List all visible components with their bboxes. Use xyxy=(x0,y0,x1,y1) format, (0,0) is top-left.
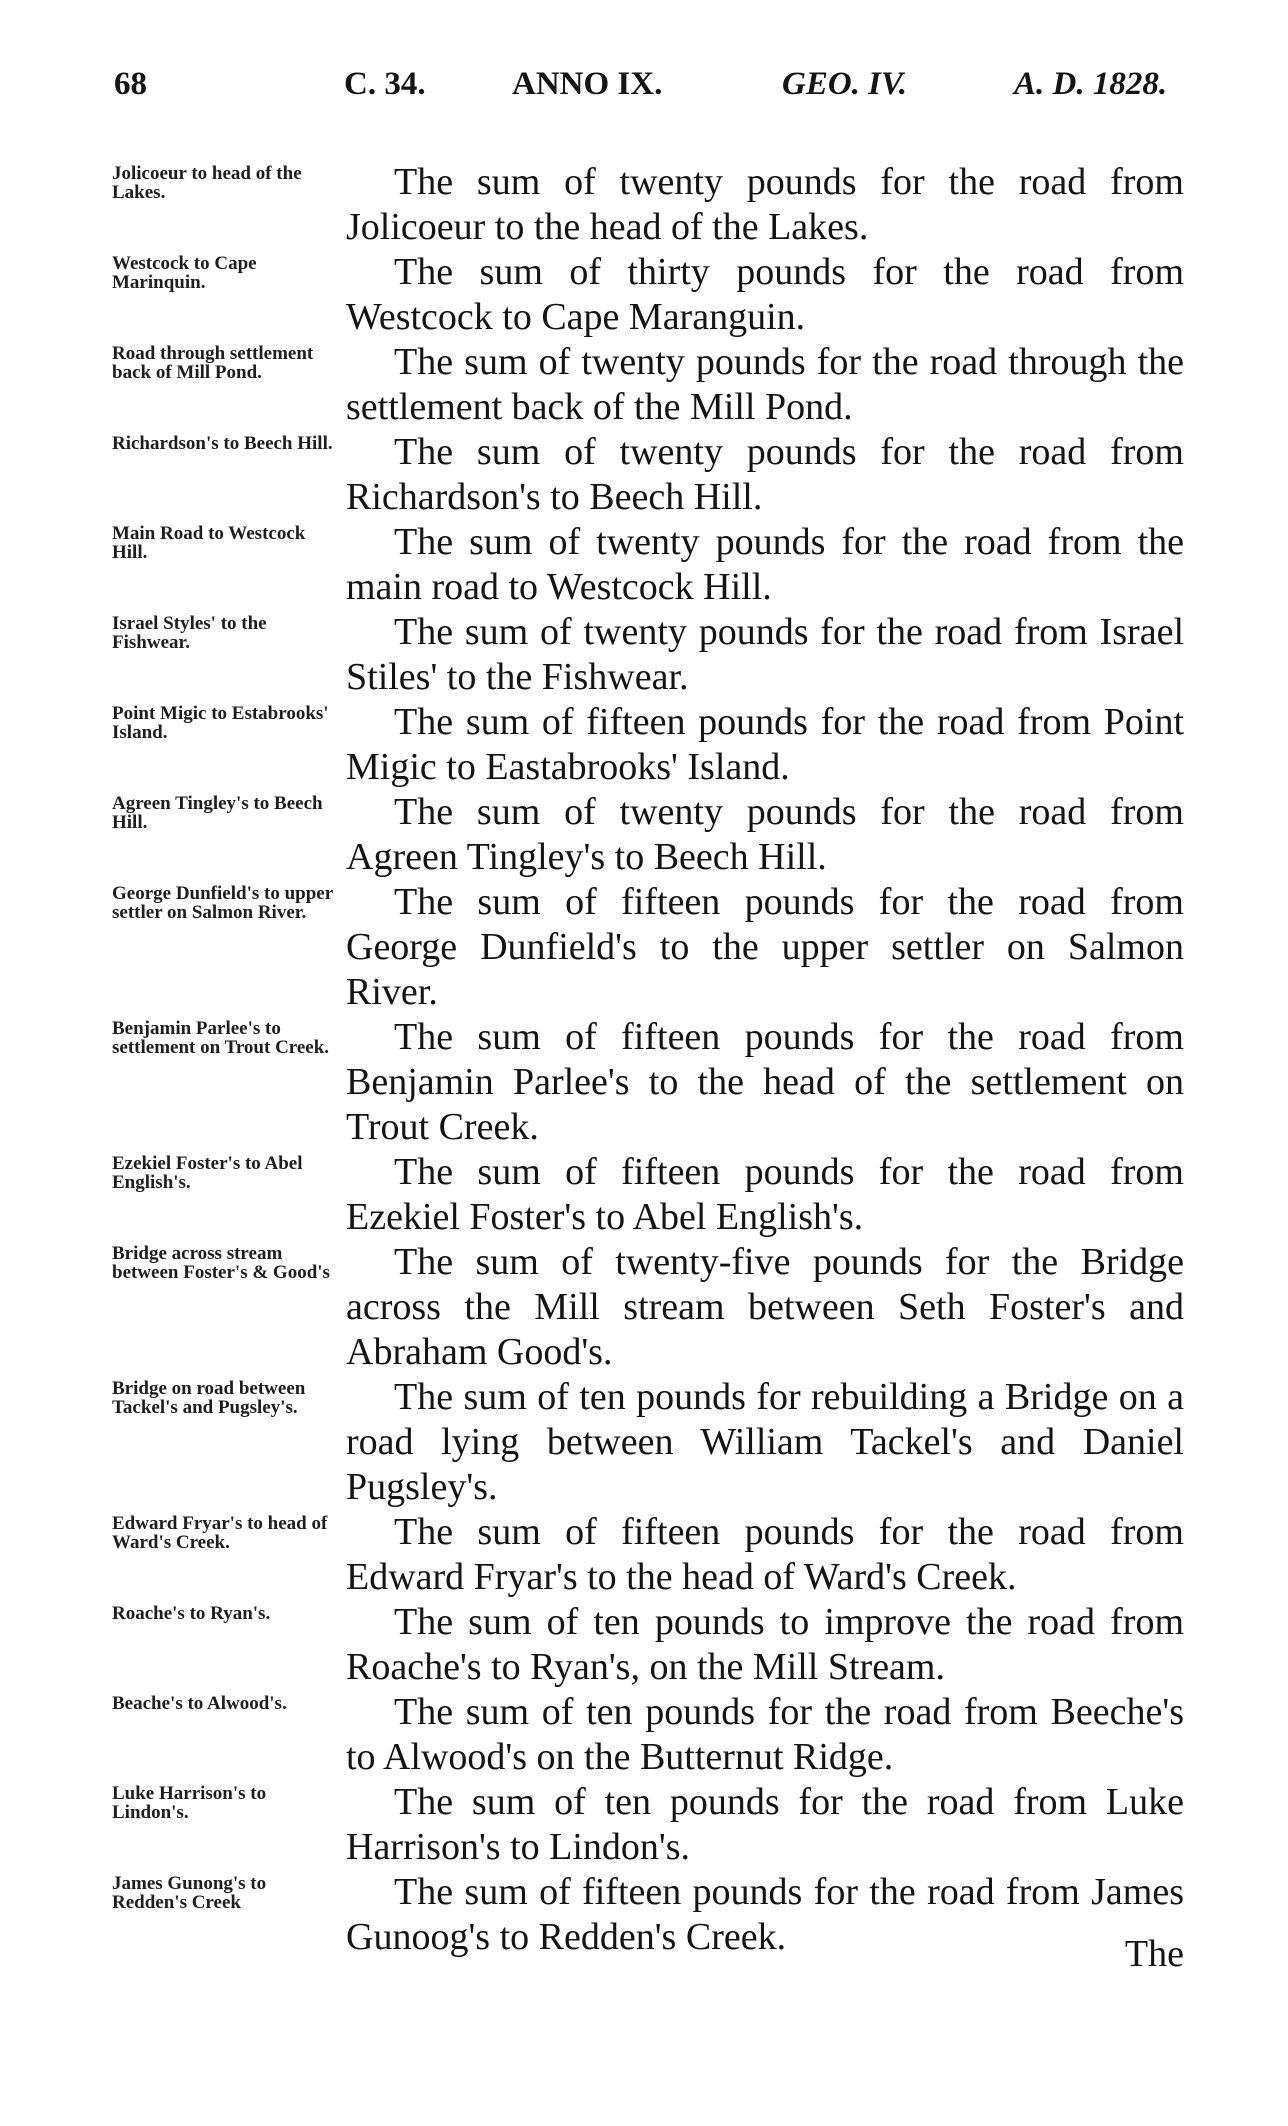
entry-text: The sum of fifteen pounds for the road from George Dunfield's to the upper settler on Salmon River. xyxy=(346,881,1184,1013)
year: A. D. 1828. xyxy=(1014,66,1168,102)
margin-note: George Dunfield's to upper settler on Salmon River. xyxy=(112,883,333,923)
entry-text: The sum of twenty pounds for the road from Richardson's to Beech Hill. xyxy=(346,431,1184,518)
monarch: GEO. IV. xyxy=(782,66,908,102)
margin-note: Benjamin Parlee's to settlement on Trout Creek. xyxy=(112,1018,330,1058)
entry-text: The sum of ten pounds to improve the road from Roache's to Ryan's, on the Mill Stream. xyxy=(346,1601,1184,1688)
margin-note: Richardson's to Beech Hill. xyxy=(112,433,333,454)
margin-note: Bridge across stream between Foster's & Good's xyxy=(112,1243,330,1283)
margin-note: Roache's to Ryan's. xyxy=(112,1603,271,1624)
margin-note: Ezekiel Foster's to Abel English's. xyxy=(112,1153,303,1193)
running-header xyxy=(114,66,1184,110)
entry-text: The sum of twenty pounds for the road from the main road to Westcock Hill. xyxy=(346,521,1184,608)
entry-text: The sum of ten pounds for rebuilding a Bridge on a road lying between William Tackel's and Daniel Pugsley's. xyxy=(346,1376,1184,1508)
entry-text: The sum of ten pounds for the road from Luke Harrison's to Lindon's. xyxy=(346,1781,1184,1868)
catchword: The xyxy=(1124,1933,1184,1975)
margin-note: Bridge on road between Tackel's and Pugsley's. xyxy=(112,1378,306,1418)
margin-note: Point Migic to Estabrooks' Island. xyxy=(112,703,329,743)
entry-text: The sum of twenty pounds for the road from Israel Stiles' to the Fishwear. xyxy=(346,611,1184,698)
entry-text: The sum of twenty pounds for the road from Agreen Tingley's to Beech Hill. xyxy=(346,791,1184,878)
margin-note: Road through settlement back of Mill Pond. xyxy=(112,343,314,383)
margin-note: Edward Fryar's to head of Ward's Creek. xyxy=(112,1513,328,1553)
entry-text: The sum of twenty-five pounds for the Bridge across the Mill stream between Seth Foster's and Abraham Good's. xyxy=(346,1241,1184,1373)
page-number: 68 xyxy=(114,66,147,102)
entry-text: The sum of twenty pounds for the road from Jolicoeur to the head of the Lakes. xyxy=(346,161,1184,248)
entry-text: The sum of fifteen pounds for the road from James Gunoog's to Redden's Creek. xyxy=(346,1871,1184,1958)
entry-text: The sum of fifteen pounds for the road from Ezekiel Foster's to Abel English's. xyxy=(346,1151,1184,1238)
entry-text: The sum of ten pounds for the road from Beeche's to Alwood's on the Butternut Ridge. xyxy=(346,1691,1184,1778)
entry-text: The sum of twenty pounds for the road through the settlement back of the Mill Pond. xyxy=(346,341,1184,428)
margin-note: Main Road to Westcock Hill. xyxy=(112,523,306,563)
entry-text: The sum of fifteen pounds for the road from Point Migic to Eastabrooks' Island. xyxy=(346,701,1184,788)
margin-note: Westcock to Cape Marinquin. xyxy=(112,253,257,293)
entry-text: The sum of fifteen pounds for the road from Edward Fryar's to the head of Ward's Creek. xyxy=(346,1511,1184,1598)
margin-note: Luke Harrison's to Lindon's. xyxy=(112,1783,267,1823)
margin-note: Jolicoeur to head of the Lakes. xyxy=(112,163,302,203)
chapter-number: C. 34. xyxy=(344,66,426,102)
margin-note: Israel Styles' to the Fishwear. xyxy=(112,613,267,653)
regnal-anno: ANNO IX. xyxy=(512,66,663,102)
margin-note: James Gunong's to Redden's Creek xyxy=(112,1873,267,1913)
margin-note: Agreen Tingley's to Beech Hill. xyxy=(112,793,323,833)
margin-note: Beache's to Alwood's. xyxy=(112,1693,287,1714)
entry-text: The sum of thirty pounds for the road from Westcock to Cape Maranguin. xyxy=(346,251,1184,338)
entry-text: The sum of fifteen pounds for the road from Benjamin Parlee's to the head of the settlement on Trout Creek. xyxy=(346,1016,1184,1148)
